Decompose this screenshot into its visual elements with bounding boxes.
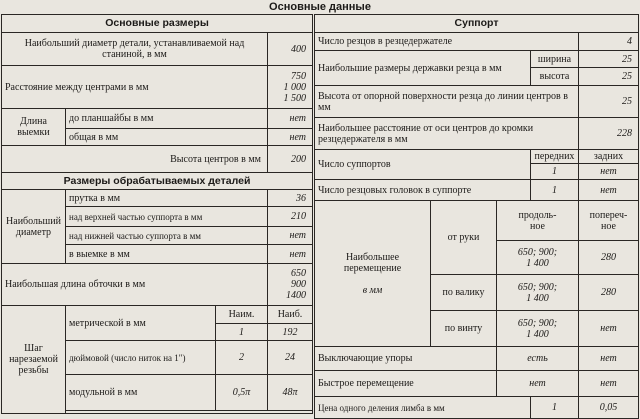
- table-row: [2, 264, 313, 306]
- value-metric-max: 192: [268, 324, 313, 341]
- column-header-longitudinal: продоль- ное: [497, 201, 579, 241]
- value-module-min: 0,5π: [216, 375, 268, 411]
- value-tool-count: 4: [579, 33, 639, 51]
- table-row: [315, 180, 639, 201]
- value-bar-stock: 36: [268, 190, 313, 207]
- row-label-max-diameter: Наибольший диаметр: [2, 190, 66, 264]
- table-row: [2, 146, 313, 173]
- value-rapid: нет: [497, 371, 579, 397]
- table-row: [315, 118, 639, 150]
- value-gap-to-faceplate: нет: [268, 109, 313, 129]
- value-metric-min: 1: [216, 324, 268, 341]
- value-by-shaft-long: 650; 900; 1 400: [497, 275, 579, 311]
- table-row: [2, 306, 313, 324]
- row-label-module: модульной в мм: [66, 375, 216, 411]
- column-header-rear: задних: [579, 150, 639, 164]
- value-gap-total: нет: [268, 129, 313, 146]
- max-travel-unit: в мм: [362, 284, 383, 296]
- value-max-turning-length: 650 900 1400: [268, 264, 313, 306]
- row-label-max-travel: [315, 201, 431, 347]
- table-row: [315, 86, 639, 118]
- value-by-screw-cross: нет: [579, 311, 639, 347]
- row-label-turret-count: Число резцовых головок в суппорте: [315, 180, 531, 201]
- table-row: [315, 33, 639, 51]
- page-title: Основные данные: [269, 1, 371, 13]
- row-label-rapid: Быстрое перемещение: [315, 371, 497, 397]
- value-center-height: 200: [268, 146, 313, 173]
- value-by-hand-cross: 280: [579, 241, 639, 275]
- row-label-max-turning-length: Наибольшая длина обточки в мм: [2, 264, 268, 306]
- section-header-workpiece: Размеры обрабатываемых деталей: [2, 173, 313, 190]
- value-max-diameter-over-bed: 400: [268, 33, 313, 66]
- row-label-over-lower-support: над нижней частью суппорта в мм: [66, 227, 268, 245]
- table-row: [315, 51, 639, 68]
- row-label-bar-stock: прутка в мм: [66, 190, 268, 207]
- value-by-screw-long: 650; 900; 1 400: [497, 311, 579, 347]
- value-stops-2: нет: [579, 347, 639, 371]
- row-label-gap-total: общая в мм: [66, 129, 268, 146]
- left-table: [1, 14, 313, 414]
- row-label-holder-height: высота: [531, 68, 579, 86]
- value-turret-count-rear: нет: [579, 180, 639, 201]
- row-label-by-hand: от руки: [431, 201, 497, 275]
- row-label-center-distance: Расстояние между центрами в мм: [2, 66, 268, 109]
- max-travel-label: Наибольшее перемещение: [343, 251, 402, 274]
- column-header-cross: попереч- ное: [579, 201, 639, 241]
- table-row: [315, 371, 639, 397]
- table-row: [315, 201, 639, 241]
- row-label-height-to-center: Высота от опорной поверхности резца до линии центров в мм: [315, 86, 579, 118]
- column-header-front: передних: [531, 150, 579, 164]
- value-turret-count: 1: [531, 180, 579, 201]
- row-label-gap-length: Длина выемки: [2, 109, 66, 146]
- value-center-distance: 750 1 000 1 500: [268, 66, 313, 109]
- row-label-support-count: Число суппортов: [315, 150, 531, 180]
- section-header-support: Суппорт: [315, 15, 639, 33]
- value-holder-height: 25: [579, 68, 639, 86]
- column-header-min: Наим.: [216, 306, 268, 324]
- section-header-main-dimensions: Основные размеры: [2, 15, 313, 33]
- value-holder-width: 25: [579, 51, 639, 68]
- row-label-by-screw: по винту: [431, 311, 497, 347]
- value-rear-supports: нет: [579, 164, 639, 180]
- row-label-max-diameter-over-bed: Наибольший диаметр детали, устанавливаемой над станиной, в мм: [2, 33, 268, 66]
- value-stops: есть: [497, 347, 579, 371]
- row-label-tool-count: Число резцов в резцедержателе: [315, 33, 579, 51]
- row-label-thread-pitch: Шаг нарезаемой резьбы: [2, 306, 66, 414]
- row-label-inch: дюймовой (число ниток на 1"): [66, 341, 216, 375]
- row-label-gap-to-faceplate: до планшайбы в мм: [66, 109, 268, 129]
- table-row: [2, 66, 313, 109]
- row-label-center-height: Высота центров в мм: [2, 146, 268, 173]
- table-row: [2, 33, 313, 66]
- table-row: [315, 347, 639, 371]
- table-row: [2, 173, 313, 190]
- table-row: [315, 397, 639, 419]
- row-label-dial: Цена одного деления лимба в мм: [315, 397, 531, 419]
- value-over-upper-support: 210: [268, 207, 313, 227]
- table-row: [2, 190, 313, 207]
- value-over-lower-support: нет: [268, 227, 313, 245]
- row-label-metric: метрической в мм: [66, 306, 216, 341]
- value-dial: 1: [531, 397, 579, 419]
- row-label-holder-width: ширина: [531, 51, 579, 68]
- value-height-to-center: 25: [579, 86, 639, 118]
- value-max-distance: 228: [579, 118, 639, 150]
- right-table: [314, 14, 639, 419]
- value-front-supports: 1: [531, 164, 579, 180]
- table-row: [315, 15, 639, 33]
- row-label-in-gap: в выемке в мм: [66, 245, 268, 264]
- value-inch-min: 2: [216, 341, 268, 375]
- value-by-hand-long: 650; 900; 1 400: [497, 241, 579, 275]
- row-label-holder-sizes: Наибольшие размеры державки резца в мм: [315, 51, 531, 86]
- column-header-max: Наиб.: [268, 306, 313, 324]
- row-label-max-distance: Наибольшее расстояние от оси центров до кромки резцедержателя в мм: [315, 118, 579, 150]
- row-label-over-upper-support: над верхней частью суппорта в мм: [66, 207, 268, 227]
- row-label-by-shaft: по валику: [431, 275, 497, 311]
- value-by-shaft-cross: 280: [579, 275, 639, 311]
- value-in-gap: нет: [268, 245, 313, 264]
- value-inch-max: 24: [268, 341, 313, 375]
- value-dial-2: 0,05: [579, 397, 639, 419]
- table-row: [2, 109, 313, 129]
- value-module-max: 48π: [268, 375, 313, 411]
- table-row: [315, 150, 639, 164]
- table-row: [2, 15, 313, 33]
- row-label-stops: Выключающие упоры: [315, 347, 497, 371]
- value-rapid-2: нет: [579, 371, 639, 397]
